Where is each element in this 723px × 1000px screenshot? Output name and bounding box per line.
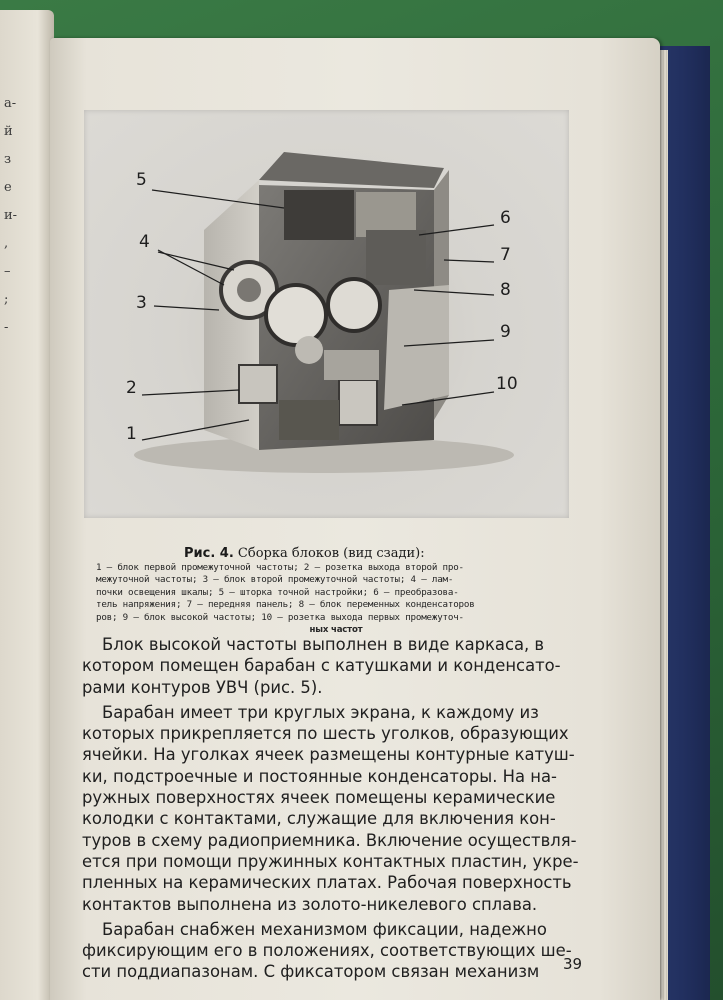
body-text — [82, 634, 602, 983]
margin-mark: - — [4, 320, 9, 335]
paragraph-2-line: колодки с контактами, служащие для включения кон- — [82, 809, 556, 829]
paragraph-2-line: туров в схему радиоприемника. Включение осуществля- — [82, 830, 577, 850]
upper-compartment — [284, 190, 354, 240]
paragraph-1-line: рами контуров УВЧ (рис. 5). — [82, 677, 323, 697]
figure-caption-title — [184, 546, 484, 561]
paragraph-2-line: контактов выполнена из золото-никелевого сплава. — [82, 894, 538, 914]
margin-mark: з — [4, 152, 12, 167]
caption-line-last: ных частот — [309, 625, 363, 636]
paragraph-3-line: фиксирующим его в положениях, соответствующих ше- — [82, 941, 572, 961]
drum-center — [266, 285, 326, 345]
paragraph-1-line: котором помещен барабан с катушками и конденсато- — [82, 656, 561, 676]
caption-line: почки освещения шкалы; 5 — шторка точной настройки; 6 — преобразова- — [96, 586, 459, 598]
callout-5: 5 — [136, 170, 147, 190]
paragraph-2-line: ется при помощи пружинных контактных пластин, укре- — [82, 851, 579, 871]
lower-block-right — [339, 380, 377, 425]
margin-mark: ; — [4, 292, 9, 307]
margin-mark: е — [4, 180, 12, 195]
callout-6: 6 — [500, 208, 511, 228]
top-frame — [259, 152, 444, 188]
knob — [295, 336, 323, 364]
margin-mark: й — [4, 124, 13, 139]
margin-mark: и- — [4, 208, 18, 223]
callout-2: 2 — [126, 378, 137, 398]
callout-3: 3 — [136, 293, 147, 313]
page-number: 39 — [563, 955, 583, 973]
middle-module — [366, 230, 426, 285]
lower-module — [324, 350, 379, 380]
callout-9: 9 — [500, 322, 511, 342]
paragraph-3-line: сти поддиапазонам. С фиксатором связан механизм — [82, 962, 540, 982]
paragraph-3-line: Барабан снабжен механизмом фиксации, надежно — [102, 919, 547, 939]
device-illustration — [84, 110, 569, 518]
right-panel — [384, 285, 449, 410]
caption-line: 1 — блок первой промежуточной частоты; 2 — розетка выхода второй про- — [96, 562, 464, 573]
lower-block-left — [239, 365, 277, 403]
drum-right — [328, 279, 380, 331]
callout-7: 7 — [500, 245, 511, 265]
margin-mark: а- — [4, 96, 17, 111]
callout-1: 1 — [126, 424, 137, 444]
caption-line: тель напряжения; 7 — передняя панель; 8 — блок переменных конденсаторов — [96, 599, 475, 611]
callout-10: 10 — [496, 374, 518, 394]
callout-8: 8 — [500, 280, 511, 300]
caption-line: ров; 9 — блок высокой частоты; 10 — розетка выхода первых промежуточ- — [96, 611, 464, 623]
figure-caption-legend — [96, 562, 576, 636]
paragraph-2-line: пленных на керамических платах. Рабочая поверхность — [82, 873, 572, 893]
paragraph-2-line: ки, подстроечные и постоянные конденсаторы. На на- — [82, 766, 557, 786]
lower-chassis — [279, 400, 339, 440]
margin-mark: , — [4, 236, 9, 251]
paragraph-2-line: ячейки. На уголках ячеек размещены контурные катуш- — [82, 745, 575, 765]
paragraph-2-line: Барабан имеет три круглых экрана, к каждому из — [102, 702, 539, 722]
caption-line: межуточной частоты; 3 — блок второй промежуточной частоты; 4 — лам- — [96, 574, 454, 586]
figure-photo — [84, 110, 569, 518]
figure-label: Рис. 4. — [184, 546, 234, 561]
left-page-margin-text — [4, 90, 44, 342]
paragraph-2-line: которых прикрепляется по шесть уголков, образующих — [82, 724, 569, 744]
left-page — [0, 10, 54, 1000]
paragraph-1-line: Блок высокой частоты выполнен в виде каркаса, в — [102, 635, 545, 654]
drum-hub — [237, 278, 261, 302]
figure-title: Сборка блоков (вид сзади): — [233, 546, 425, 561]
callout-4: 4 — [139, 232, 150, 252]
paragraph-2-line: ружных поверхностях ячеек помещены керамические — [82, 788, 556, 808]
margin-mark: – — [4, 264, 11, 279]
